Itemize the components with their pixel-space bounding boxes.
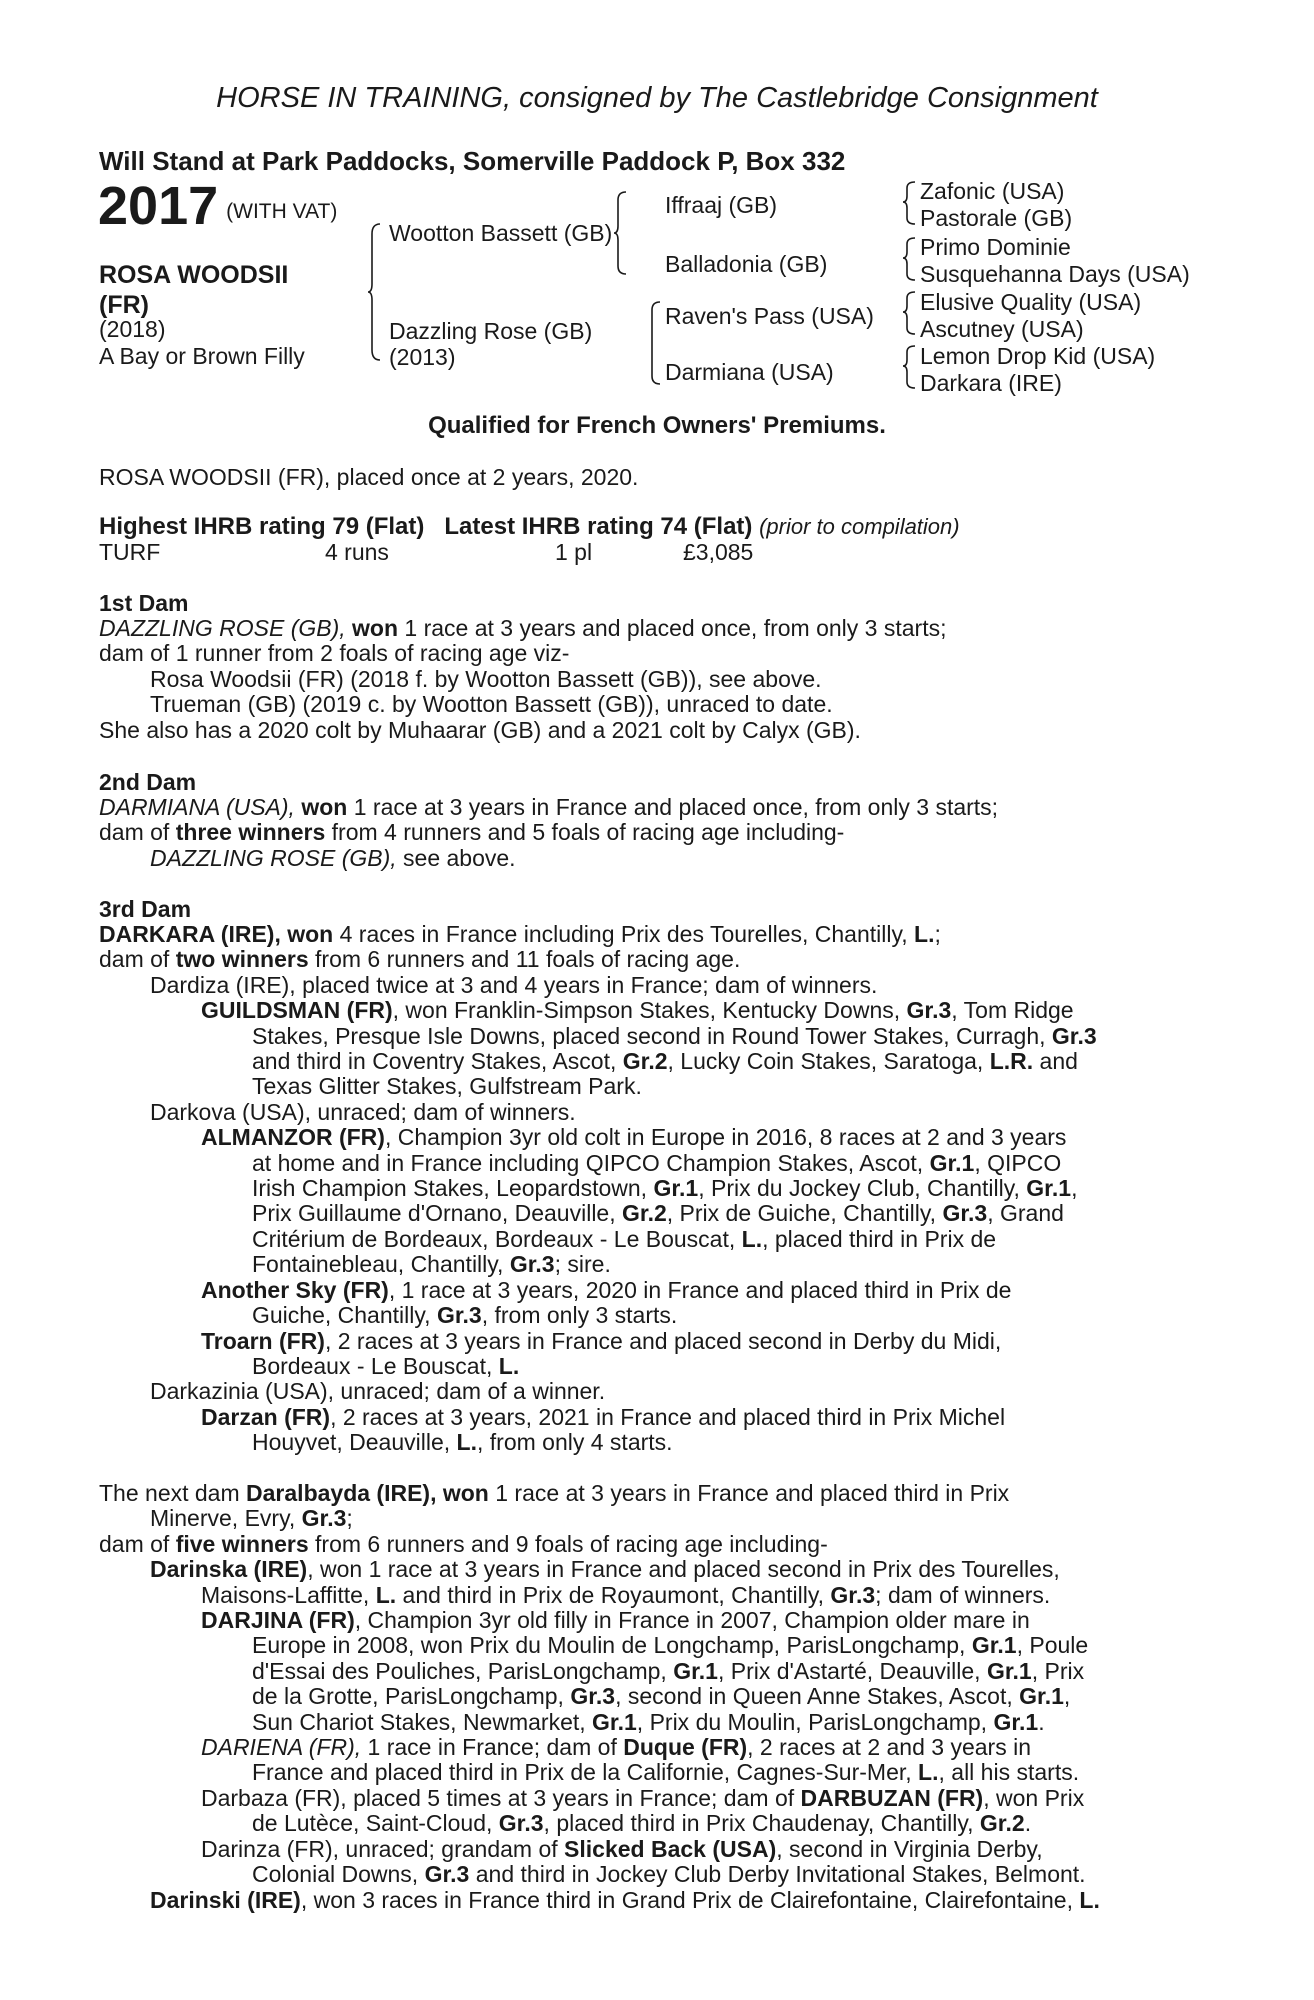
pedigree-g4: Susquehanna Days (USA) <box>920 261 1190 287</box>
progeny-name: Duque (FR) <box>623 1734 748 1761</box>
text: 4 races in France including Prix des Tourelles, Chantilly, <box>333 921 915 947</box>
third-dam-line-2 <box>99 947 1209 972</box>
next-dam-line-10 <box>99 1710 1209 1735</box>
text: Irish Champion Stakes, Leopardstown, <box>252 1175 654 1202</box>
pedigree-g2: Pastorale (GB) <box>920 205 1073 231</box>
text: , <box>1063 1683 1071 1710</box>
next-dam-line-2 <box>99 1506 1209 1531</box>
text: de la Grotte, ParisLongchamp, <box>252 1683 571 1710</box>
page-header: HORSE IN TRAINING, consigned by The Castlebridge Consignment <box>216 82 1098 114</box>
progeny-name: DARIENA (FR), <box>201 1734 362 1761</box>
text: at home and in France including QIPCO Champion Stakes, Ascot, <box>252 1149 930 1176</box>
race-grade: Gr.1 <box>592 1708 637 1735</box>
second-dam-line-2 <box>99 820 1209 845</box>
text: , won Prix <box>983 1784 1085 1811</box>
next-dam-line-6 <box>99 1608 1209 1633</box>
horse-description: A Bay or Brown Filly <box>99 343 305 369</box>
third-dam-section <box>99 897 1209 1456</box>
text: ; sire. <box>554 1251 611 1278</box>
race-grade: L.R. <box>989 1048 1034 1075</box>
first-dam-section <box>99 591 1209 743</box>
dam-name: DAZZLING ROSE (GB), <box>99 615 346 641</box>
text: see above. <box>396 844 516 871</box>
text: , all his starts. <box>938 1759 1080 1786</box>
progeny-name: Darzan (FR) <box>201 1403 331 1430</box>
text: , second in Queen Anne Stakes, Ascot, <box>615 1683 1020 1710</box>
third-dam-line-19: Darkazinia (USA), unraced; dam of a winner. <box>150 1378 606 1405</box>
text: and third in Coventry Stakes, Ascot, <box>252 1048 623 1075</box>
race-grade: Gr.3 <box>301 1505 347 1532</box>
next-dam-line-12 <box>99 1760 1209 1785</box>
turf-surface: TURF <box>99 539 161 565</box>
second-dam-line-3 <box>99 846 1209 871</box>
turf-placed: 1 pl <box>555 539 593 565</box>
text: , Prix d'Astarté, Deauville, <box>717 1657 987 1684</box>
race-grade: Gr.1 <box>929 1149 975 1176</box>
pedigree-sire: Wootton Bassett (GB) <box>389 220 613 246</box>
next-dam-line-14 <box>99 1811 1209 1836</box>
race-grade: Gr.1 <box>1019 1683 1064 1710</box>
third-dam-line-7: Texas Glitter Stakes, Gulfstream Park. <box>252 1073 642 1100</box>
dam-name: DARMIANA (USA), <box>99 794 295 820</box>
third-dam-line-10 <box>99 1151 1209 1176</box>
lot-number-value: 2017 <box>98 176 219 236</box>
text: Critérium de Bordeaux, Bordeaux - Le Bouscat, <box>252 1225 742 1252</box>
text: from 6 runners and 11 foals of racing age. <box>308 946 741 973</box>
text: Sun Chariot Stakes, Newmarket, <box>252 1708 593 1735</box>
text: Prix Guillaume d'Ornano, Deauville, <box>252 1200 622 1227</box>
pedigree-dam: Dazzling Rose (GB) <box>389 318 593 344</box>
next-dam-line-8 <box>99 1659 1209 1684</box>
text: , Grand <box>987 1200 1064 1227</box>
text: Europe in 2008, won Prix du Moulin de Longchamp, ParisLongchamp, <box>252 1632 972 1659</box>
race-grade: L. <box>741 1225 763 1252</box>
race-grade: L. <box>1079 1886 1100 1913</box>
text: and third in Jockey Club Derby Invitational Stakes, Belmont. <box>469 1861 1086 1888</box>
text: Darinza (FR), unraced; grandam of <box>201 1835 565 1862</box>
text: . <box>1024 1810 1032 1837</box>
vat-label: (WITH VAT) <box>226 200 338 223</box>
text: , Tom Ridge <box>951 997 1074 1024</box>
first-dam-line-4: Trueman (GB) (2019 c. by Wootton Bassett (GB)), unraced to date. <box>150 691 833 718</box>
text: and <box>1033 1048 1078 1075</box>
third-dam-line-15 <box>99 1278 1209 1303</box>
text: Fontainebleau, Chantilly, <box>252 1251 510 1278</box>
dam-name: DARKARA (IRE), won <box>99 921 334 947</box>
third-dam-line-21 <box>99 1430 1209 1455</box>
text: , won 3 races in France third in Grand Prix de Clairefontaine, Clairefontaine, <box>300 1886 1080 1913</box>
pedigree-g8: Darkara (IRE) <box>920 370 1062 396</box>
text: ; dam of winners. <box>875 1581 1051 1608</box>
second-dam-section <box>99 770 1209 871</box>
pedigree-bracket-g1 <box>903 180 917 226</box>
highest-rating: Highest IHRB rating 79 (Flat) <box>99 513 425 540</box>
third-dam-line-11 <box>99 1176 1209 1201</box>
race-grade: L. <box>498 1352 520 1379</box>
text: ; <box>934 921 941 947</box>
race-grade: Gr.3 <box>436 1302 482 1329</box>
third-dam-line-3: Dardiza (IRE), placed twice at 3 and 4 years in France; dam of winners. <box>150 971 878 998</box>
pedigree-dam-year: (2013) <box>389 344 456 370</box>
text: France and placed third in Prix de la Californie, Cagnes-Sur-Mer, <box>252 1759 919 1786</box>
text: , Prix du Jockey Club, Chantilly, <box>698 1175 1027 1202</box>
text: , 2 races at 3 years in France and placed second in Derby du Midi, <box>324 1327 1002 1354</box>
race-grade: Gr.3 <box>570 1683 616 1710</box>
second-dam-line-1 <box>99 795 1209 820</box>
progeny-name: Darinska (IRE) <box>150 1556 308 1583</box>
second-dam-heading: 2nd Dam <box>99 769 197 795</box>
latest-rating: Latest IHRB rating 74 (Flat) <box>444 513 753 540</box>
race-grade: Gr.3 <box>424 1861 470 1888</box>
text: The next dam <box>99 1480 247 1506</box>
text: , QIPCO <box>974 1149 1062 1176</box>
text: , won Franklin-Simpson Stakes, Kentucky Downs, <box>392 997 907 1024</box>
next-dam-section <box>99 1481 1209 1913</box>
text: dam of <box>99 946 176 973</box>
third-dam-line-4 <box>99 998 1209 1023</box>
third-dam-line-8: Darkova (USA), unraced; dam of winners. <box>150 1098 576 1125</box>
text: Stakes, Presque Isle Downs, placed second in Round Tower Stakes, Curragh, <box>252 1022 1052 1049</box>
first-dam-line-5: She also has a 2020 colt by Muhaarar (GB) and a 2021 colt by Calyx (GB). <box>99 716 861 743</box>
third-dam-line-1 <box>99 922 1209 947</box>
pedigree-sire-dam: Balladonia (GB) <box>665 251 828 277</box>
third-dam-line-9 <box>99 1125 1209 1150</box>
text: Darbaza (FR), placed 5 times at 3 years in France; dam of <box>201 1784 801 1811</box>
pedigree-bracket-sire <box>614 190 628 276</box>
next-dam-line-15 <box>99 1837 1209 1862</box>
third-dam-line-14 <box>99 1252 1209 1277</box>
race-grade: Gr.3 <box>509 1251 555 1278</box>
third-dam-line-12 <box>99 1201 1209 1226</box>
next-dam-line-9 <box>99 1684 1209 1709</box>
text: , from only 4 starts. <box>477 1429 673 1456</box>
stand-location: Will Stand at Park Paddocks, Somerville Paddock P, Box 332 <box>99 146 846 176</box>
third-dam-heading: 3rd Dam <box>99 896 192 922</box>
next-dam-line-17 <box>99 1888 1209 1913</box>
text: , second in Virginia Derby, <box>776 1835 1043 1862</box>
text: from 4 runners and 5 foals of racing age including- <box>325 819 845 846</box>
race-grade: Gr.2 <box>622 1048 668 1075</box>
pedigree-bracket-g4 <box>903 344 917 390</box>
premiums-note: Qualified for French Owners' Premiums. <box>428 412 886 439</box>
race-grade: Gr.3 <box>498 1810 544 1837</box>
text: 1 race at 3 years and placed once, from only 3 starts; <box>398 615 947 641</box>
text: d'Essai des Pouliches, ParisLongchamp, <box>252 1657 674 1684</box>
race-grade: Gr.3 <box>942 1200 988 1227</box>
text: 1 race at 3 years in France and placed third in Prix <box>488 1480 1010 1506</box>
first-dam-line-2: dam of 1 runner from 2 foals of racing age viz- <box>99 640 570 667</box>
race-grade: Gr.3 <box>830 1581 876 1608</box>
race-grade: Gr.1 <box>986 1657 1032 1684</box>
first-dam-line-1 <box>99 616 1209 641</box>
won-text: won <box>301 794 348 820</box>
race-grade: Gr.3 <box>906 997 952 1024</box>
progeny-name: Troarn (FR) <box>201 1327 325 1354</box>
next-dam-line-1 <box>99 1481 1209 1506</box>
progeny-name: Darinski (IRE) <box>150 1886 301 1913</box>
race-grade: Gr.1 <box>1026 1175 1072 1202</box>
horse-year: (2018) <box>99 316 166 342</box>
text: dam of <box>99 819 176 846</box>
rating-note: (prior to compilation) <box>759 514 960 539</box>
lot-number <box>98 178 337 240</box>
text: , won 1 race at 3 years in France and placed second in Prix des Tourelles, <box>307 1556 1060 1583</box>
turf-runs: 4 runs <box>325 539 389 565</box>
race-grade: Gr.2 <box>622 1200 667 1227</box>
progeny-name: Another Sky (FR) <box>201 1276 389 1303</box>
text: , 2 races at 2 and 3 years in <box>747 1734 1031 1761</box>
pedigree-bracket-g2 <box>903 236 917 282</box>
text: , 1 race at 3 years, 2020 in France and placed third in Prix de <box>388 1276 1012 1303</box>
progeny-name: ALMANZOR (FR) <box>201 1124 385 1151</box>
third-dam-line-18 <box>99 1354 1209 1379</box>
horse-name-line1: ROSA WOODSII <box>99 261 289 289</box>
race-grade: L. <box>375 1581 397 1608</box>
next-dam-line-7 <box>99 1633 1209 1658</box>
turf-earnings: £3,085 <box>683 539 754 565</box>
next-dam-line-4 <box>99 1557 1209 1582</box>
pedigree-g5: Elusive Quality (USA) <box>920 289 1142 315</box>
text: , placed third in Prix de <box>762 1225 997 1252</box>
progeny-name: DARJINA (FR) <box>201 1607 355 1634</box>
text: , Poule <box>1016 1632 1089 1659</box>
pedigree-g6: Ascutney (USA) <box>920 316 1084 342</box>
text: , placed third in Prix Chaudenay, Chantilly, <box>543 1810 980 1837</box>
third-dam-line-5 <box>99 1024 1209 1049</box>
text: , Prix du Moulin, ParisLongchamp, <box>636 1708 994 1735</box>
progeny-name: DARBUZAN (FR) <box>800 1784 984 1811</box>
progeny-name: Slicked Back (USA) <box>564 1835 777 1862</box>
third-dam-line-16 <box>99 1303 1209 1328</box>
text: , Prix de Guiche, Chantilly, <box>666 1200 943 1227</box>
first-dam-line-3: Rosa Woodsii (FR) (2018 f. by Wootton Bassett (GB)), see above. <box>150 665 822 692</box>
next-dam-line-16 <box>99 1862 1209 1887</box>
progeny-name: GUILDSMAN (FR) <box>201 997 393 1024</box>
race-grade: Gr.2 <box>979 1810 1025 1837</box>
race-grade: Gr.1 <box>993 1708 1039 1735</box>
pedigree-g1: Zafonic (USA) <box>920 178 1065 204</box>
pedigree-bracket-main <box>368 222 382 362</box>
pedigree-dam-dam: Darmiana (USA) <box>665 359 834 385</box>
text: Bordeaux - Le Bouscat, <box>252 1352 499 1379</box>
third-dam-line-6 <box>99 1049 1209 1074</box>
text: , Champion 3yr old colt in Europe in 2016, 8 races at 2 and 3 years <box>384 1124 1067 1151</box>
third-dam-line-17 <box>99 1329 1209 1354</box>
race-grade: L. <box>914 921 935 947</box>
text: , 2 races at 3 years, 2021 in France and placed third in Prix Michel <box>330 1403 1006 1430</box>
text: Guiche, Chantilly, <box>252 1302 437 1329</box>
race-grade: Gr.1 <box>971 1632 1017 1659</box>
pedigree-bracket-g3 <box>903 290 917 336</box>
text: , <box>1071 1175 1078 1202</box>
winners-count: two winners <box>175 946 309 973</box>
race-grade: L. <box>918 1759 939 1786</box>
race-summary: ROSA WOODSII (FR), placed once at 2 years, 2020. <box>99 464 639 490</box>
text: from 6 runners and 9 foals of racing age including- <box>308 1530 828 1557</box>
pedigree-g7: Lemon Drop Kid (USA) <box>920 343 1156 369</box>
text: dam of <box>99 1530 176 1557</box>
text: , Prix <box>1031 1657 1085 1684</box>
text: Colonial Downs, <box>252 1861 425 1888</box>
third-dam-line-20 <box>99 1405 1209 1430</box>
next-dam-line-5 <box>99 1583 1209 1608</box>
horse-name <box>99 260 288 320</box>
text: de Lutèce, Saint-Cloud, <box>252 1810 499 1837</box>
race-grade: Gr.1 <box>673 1657 718 1684</box>
text: , from only 3 starts. <box>481 1302 678 1329</box>
won-text: won <box>352 615 399 641</box>
next-dam-line-3 <box>99 1532 1209 1557</box>
race-grade: L. <box>456 1429 477 1456</box>
progeny-name: DAZZLING ROSE (GB), <box>150 844 397 871</box>
pedigree-dam-sire: Raven's Pass (USA) <box>665 303 874 329</box>
dam-name: Daralbayda (IRE), won <box>246 1480 489 1506</box>
text: 1 race at 3 years in France and placed once, from only 3 starts; <box>347 794 999 820</box>
next-dam-line-13 <box>99 1786 1209 1811</box>
pedigree-sire-sire: Iffraaj (GB) <box>665 192 778 218</box>
pedigree-g3: Primo Dominie <box>920 234 1071 260</box>
winners-count: five winners <box>175 1530 309 1557</box>
winners-count: three winners <box>175 819 326 846</box>
text: and third in Prix de Royaumont, Chantilly, <box>396 1581 831 1608</box>
text: . <box>1038 1708 1045 1735</box>
ratings-line <box>99 514 960 540</box>
race-grade: Gr.3 <box>1051 1022 1097 1049</box>
text: ; <box>346 1505 353 1532</box>
text: Minerve, Evry, <box>150 1505 302 1532</box>
pedigree-bracket-dam <box>648 300 662 386</box>
horse-name-line2: (FR) <box>99 291 149 319</box>
text: , Lucky Coin Stakes, Saratoga, <box>667 1048 990 1075</box>
third-dam-line-13 <box>99 1227 1209 1252</box>
text: , Champion 3yr old filly in France in 2007, Champion older mare in <box>354 1607 1030 1634</box>
text: Maisons-Laffitte, <box>201 1581 376 1608</box>
text: 1 race in France; dam of <box>361 1734 624 1761</box>
race-grade: Gr.1 <box>653 1175 699 1202</box>
first-dam-heading: 1st Dam <box>99 590 189 616</box>
next-dam-line-11 <box>99 1735 1209 1760</box>
text: Houyvet, Deauville, <box>252 1429 457 1456</box>
